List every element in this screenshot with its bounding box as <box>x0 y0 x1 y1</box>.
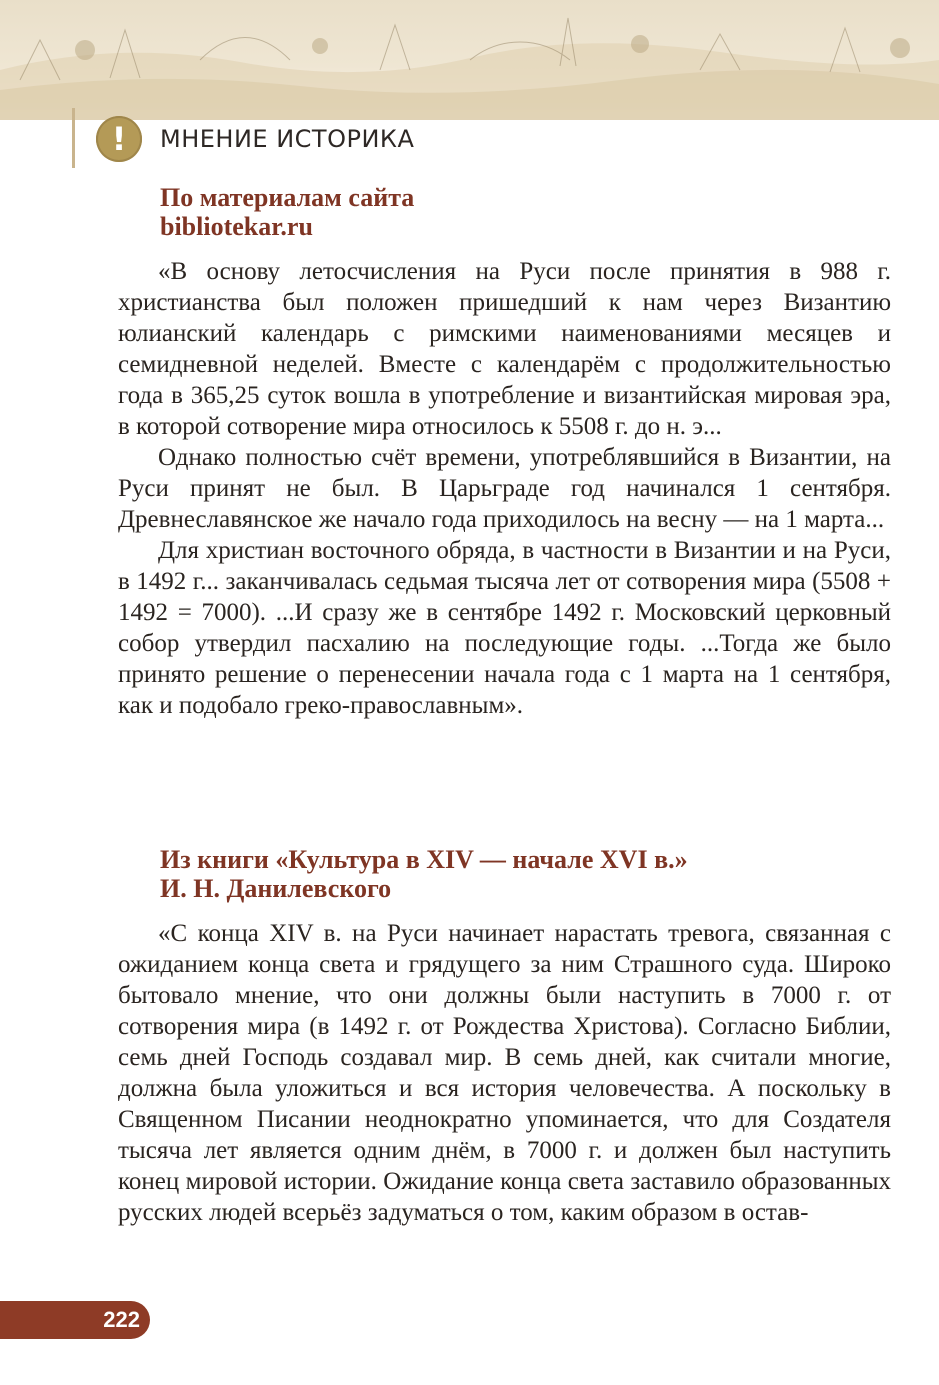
source-title-line2: И. Н. Данилевского <box>160 874 392 903</box>
source-title <box>160 183 414 241</box>
source-title <box>160 845 688 903</box>
source-title-line1: Из книги «Культура в XIV — начале XVI в.» <box>160 845 688 874</box>
section-heading <box>96 116 414 162</box>
quote-paragraph: Однако полностью счёт времени, употреблявшийся в Византии, на Руси принят не был. В Царьграде год начинался 1 сентября. Древнеславянское же начало года приходилось на весну — на 1 марта... <box>118 444 891 533</box>
page-number-tab <box>0 1301 150 1339</box>
quote-paragraph: Для христиан восточного обряда, в частности в Византии и на Руси, в 1492 г... заканчивалась седьмая тысяча лет от сотворения мира (5508 + 1492 = 7000). ...И сразу же в сентябре 1492 г. Московский церковный собор утвердил пасхалию на последующие годы. ...Тогда же было принято решение о перенесении начала года с 1 марта на 1 сентября, как и подобало греко-православным». <box>118 537 891 719</box>
section-divider <box>72 108 75 168</box>
header-illustration <box>0 0 939 120</box>
page-number: 222 <box>103 1307 140 1332</box>
exclamation-glyph: ! <box>111 120 127 158</box>
quote-paragraph: «С конца XIV в. на Руси начинает нарастать тревога, связанная с ожиданием конца света и грядущего за ним Страшного суда. Широко бытовало мнение, что они должны были наступить в 7000 г. от сотворения мира (в 1492 г. от Рождества Христова). Согласно Библии, семь дней Господь создавал мир. В семь дней, как считали многие, должна была уложиться и вся история человечества. А поскольку в Священном Писании неоднократно упоминается, что для Создателя тысяча лет является одним днём, в 7000 г. и должен был наступить конец мировой истории. Ожидание конца света заставило образованных русских людей всерьёз задуматься о том, каким образом в остав- <box>118 920 891 1226</box>
section-title: МНЕНИЕ ИСТОРИКА <box>160 125 415 153</box>
quote-text <box>118 918 891 1228</box>
source-title-line1: По материалам сайта <box>160 183 415 212</box>
decorative-landscape-icon <box>0 0 939 120</box>
quote-paragraph: «В основу летосчисления на Руси после принятия в 988 г. христианства был положен пришедший к нам через Византию юлианский календарь с римскими наименованиями месяцев и семидневной неделей. Вместе с календарём с продолжительностью года в 365,25 суток вошла в употребление и византийская мировая эра, в которой сотворение мира относилось к 5508 г. до н. э... <box>118 258 891 440</box>
exclamation-icon <box>96 116 142 162</box>
source-title-line2: bibliotekar.ru <box>160 212 313 241</box>
quote-text <box>118 256 891 721</box>
